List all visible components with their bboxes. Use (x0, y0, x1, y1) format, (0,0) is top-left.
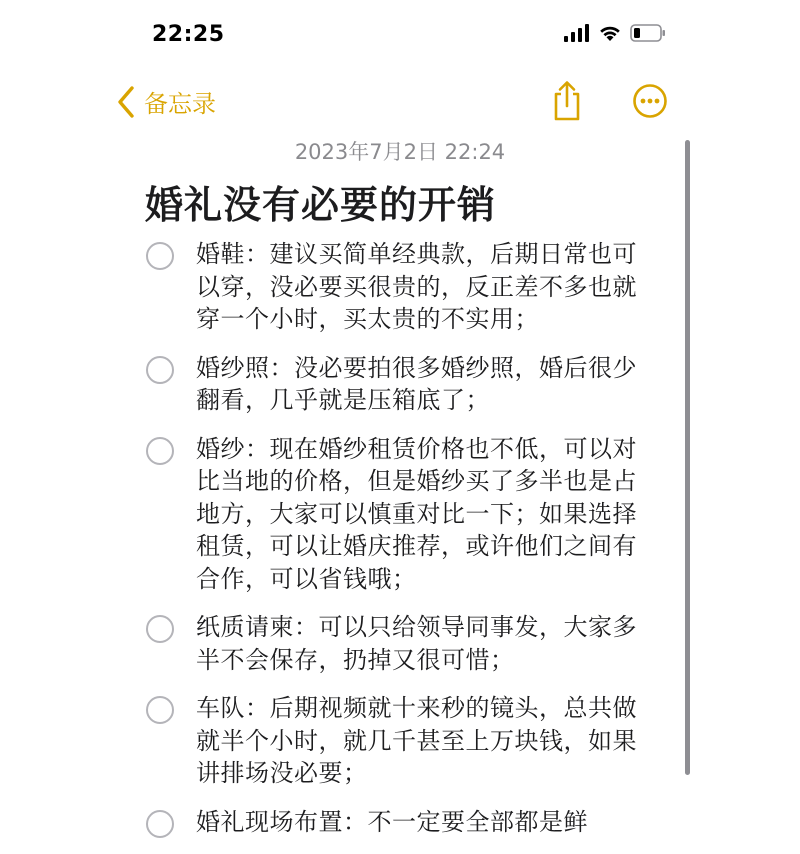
checkbox-circle[interactable] (146, 810, 174, 838)
checklist-item[interactable] (146, 692, 656, 790)
checklist-item-text[interactable]: 纸质请柬：可以只给领导同事发，大家多半不会保存，扔掉又很可惜； (196, 613, 637, 674)
status-bar (0, 0, 800, 72)
more-options-icon[interactable] (632, 83, 668, 119)
checkbox-circle[interactable] (146, 242, 174, 270)
status-time: 22:25 (152, 22, 225, 47)
note-date: 2023年7月2日 22:24 (294, 140, 506, 164)
chevron-left-icon (116, 85, 136, 119)
checkbox-circle[interactable] (146, 696, 174, 724)
checklist-item-text[interactable]: 车队：后期视频就十来秒的镜头，总共做就半个小时，就几千甚至上万块钱，如果讲排场没必要； (196, 694, 637, 787)
checklist-item[interactable] (146, 238, 656, 336)
status-icons (564, 24, 666, 42)
nav-bar (0, 80, 800, 126)
checklist-item[interactable] (146, 806, 656, 839)
checklist-item[interactable] (146, 611, 656, 676)
checkbox-circle[interactable] (146, 615, 174, 643)
wifi-icon (598, 24, 622, 42)
battery-icon (630, 24, 666, 42)
checkbox-circle[interactable] (146, 356, 174, 384)
cellular-signal-icon (564, 24, 590, 42)
share-icon[interactable] (550, 80, 584, 122)
checklist-item[interactable] (146, 433, 656, 596)
checklist-item-text[interactable]: 婚纱照：没必要拍很多婚纱照，婚后很少翻看，几乎就是压箱底了； (196, 353, 637, 414)
checklist-item-text[interactable]: 婚鞋：建议买简单经典款，后期日常也可以穿，没必要买很贵的，反正差不多也就穿一个小时，买太贵的不实用； (196, 240, 637, 333)
checklist-item-text[interactable]: 婚礼现场布置：不一定要全部都是鲜 (196, 807, 588, 836)
checklist-item[interactable] (146, 352, 656, 417)
checklist-item-text[interactable]: 婚纱：现在婚纱租赁价格也不低，可以对比当地的价格，但是婚纱买了多半也是占地方，大家可以慎重对比一下；如果选择租赁，可以让婚庆推荐，或许他们之间有合作，可以省钱哦； (196, 434, 637, 593)
back-button[interactable] (116, 84, 216, 119)
checkbox-circle[interactable] (146, 437, 174, 465)
back-label: 备忘录 (144, 90, 216, 118)
scroll-indicator[interactable] (685, 140, 690, 775)
checklist (146, 238, 656, 854)
note-title[interactable]: 婚礼没有必要的开销 (145, 183, 497, 227)
